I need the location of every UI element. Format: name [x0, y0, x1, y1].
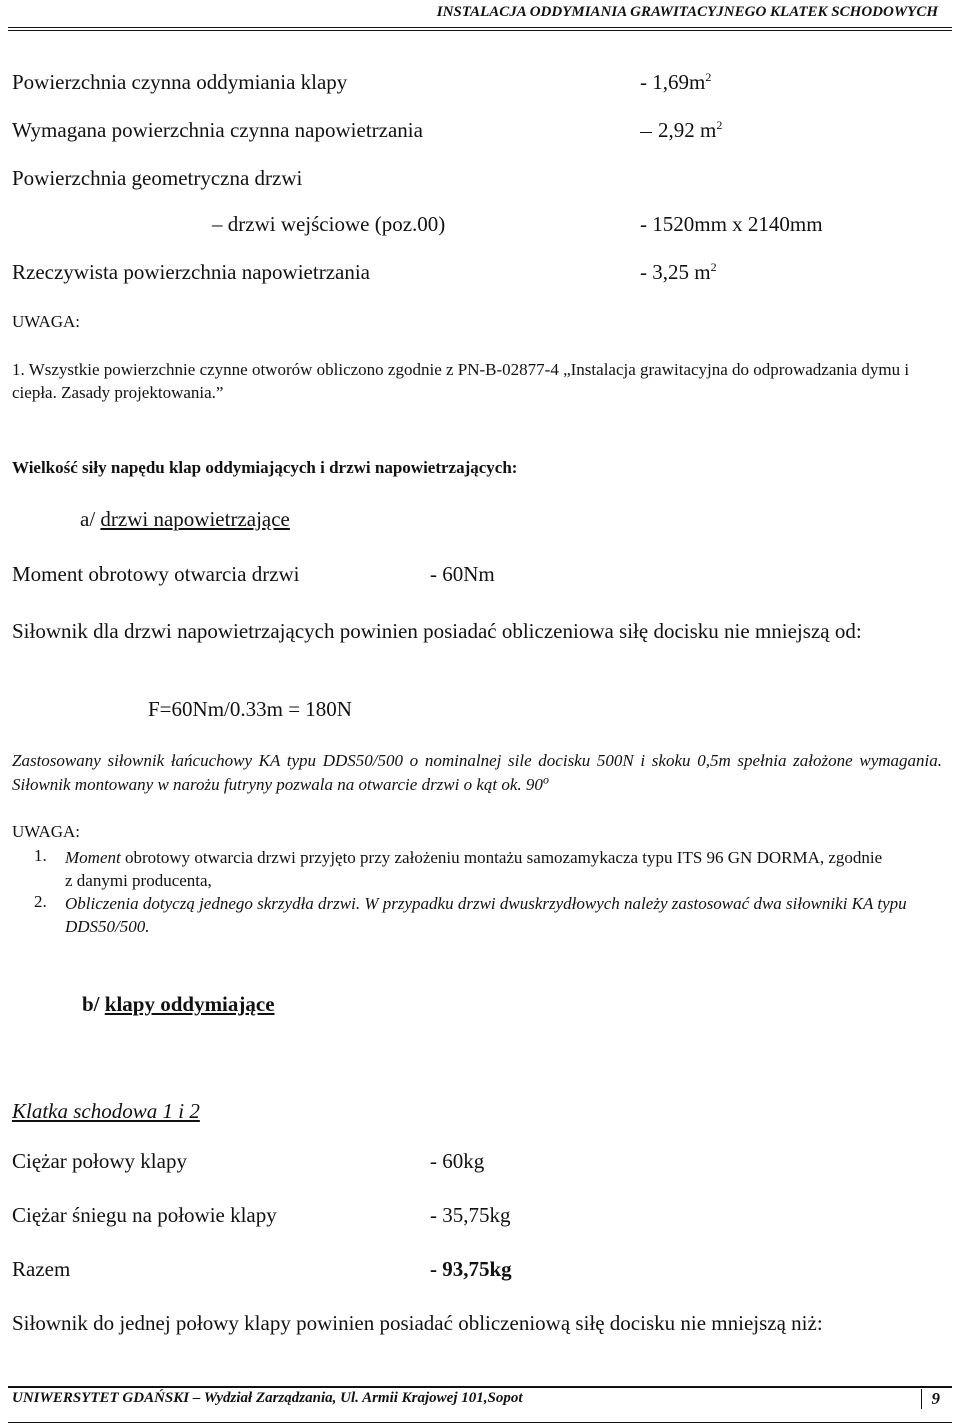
force-requirement-text: Siłownik dla drzwi napowietrzających powinien posiadać obliczeniowa siłę docisku nie mniejszą od:	[12, 619, 862, 643]
value-text: - 3,25 m	[640, 260, 711, 284]
part-b-title: klapy oddymiające	[104, 992, 275, 1016]
note-heading: UWAGA:	[12, 312, 80, 331]
note2-item1-text: obrotowy otwarcia drzwi przyjęto przy założeniu montażu samozamykacza typu ITS 96 GN DORMA, zgodnie z danymi producenta,	[65, 848, 883, 890]
part-b-prefix: b/	[82, 992, 105, 1016]
degree-sup: o	[542, 772, 549, 787]
row-value-smoke-area	[640, 70, 711, 95]
note2-item1-italic: Moment	[65, 848, 121, 867]
running-header: INSTALACJA ODDYMIANIA GRAWITACYJNEGO KLATEK SCHODOWYCH	[436, 4, 938, 20]
part-b-heading	[82, 992, 275, 1017]
note2-item1-num: 1.	[34, 846, 47, 865]
row-label-required-area: Wymagana powierzchnia czynna napowietrzania	[12, 118, 423, 142]
stair-section-title: Klatka schodowa 1 i 2	[12, 1099, 200, 1123]
conclusion-text: Siłownik do jednej połowy klapy powinien posiadać obliczeniową siłę docisku nie mniejszą niż:	[12, 1311, 823, 1335]
total-value: - 93,75kg	[430, 1257, 512, 1281]
dash-mark	[640, 132, 652, 133]
value-sup: 2	[705, 70, 712, 84]
row-label-actual-area: Rzeczywista powierzchnia napowietrzania	[12, 260, 370, 284]
value-text: - 1,69m	[640, 70, 706, 94]
note-heading-2: UWAGA:	[12, 822, 80, 841]
part-a-heading	[80, 507, 290, 532]
header-rule	[8, 27, 952, 28]
moment-label: Moment obrotowy otwarcia drzwi	[12, 562, 300, 586]
header-rule-thin	[8, 30, 952, 31]
flap-weight-value: - 60kg	[430, 1149, 485, 1173]
actuator-text: Zastosowany siłownik łańcuchowy KA typu DDS50/500 o nominalnej sile docisku 500N i skoku 0,5m spełnia założone wymagania. Siłownik montowany w narożu futryny pozwala na otwarcie drzwi o kąt ok. 90	[12, 751, 942, 794]
snow-weight-value: - 35,75kg	[430, 1203, 511, 1227]
row-value-required-area	[640, 118, 722, 143]
row-value-actual-area	[640, 260, 717, 285]
moment-value: - 60Nm	[430, 562, 495, 586]
row-label-entry-door: – drzwi wejściowe (poz.00)	[212, 212, 446, 236]
value-sup: 2	[716, 118, 723, 132]
value-sup: 2	[710, 260, 717, 274]
value-text: 2,92 m	[658, 118, 717, 142]
snow-weight-label: Ciężar śniegu na połowie klapy	[12, 1203, 277, 1227]
part-a-title: drzwi napowietrzające	[100, 507, 290, 531]
row-label-door-area: Powierzchnia geometryczna drzwi	[12, 166, 303, 190]
force-formula: F=60Nm/0.33m = 180N	[148, 697, 352, 721]
note2-item2-num: 2.	[34, 892, 47, 911]
part-a-prefix: a/	[80, 507, 101, 531]
flap-weight-label: Ciężar połowy klapy	[12, 1149, 187, 1173]
row-label-smoke-area: Powierzchnia czynna oddymiania klapy	[12, 70, 348, 94]
total-label: Razem	[12, 1257, 71, 1281]
row-value-entry-door: - 1520mm x 2140mm	[640, 212, 823, 236]
footer-text: UNIWERSYTET GDAŃSKI – Wydział Zarządzania, Ul. Armii Krajowej 101,Sopot	[12, 1390, 523, 1406]
note-text: 1. Wszystkie powierzchnie czynne otworów obliczono zgodnie z PN-B-02877-4 „Instalacja grawitacyjna do odprowadzania dymu i ciepła. Zasady projektowania.”	[12, 360, 910, 402]
note2-item2: Obliczenia dotyczą jednego skrzydła drzwi. W przypadku drzwi dwuskrzydłowych należy zastosować dwa siłowniki KA typu DDS50/500.	[65, 894, 907, 936]
section-title: Wielkość siły napędu klap oddymiających i drzwi napowietrzających:	[12, 458, 518, 477]
page-number: 9	[921, 1389, 941, 1409]
note2-item1	[65, 846, 885, 892]
actuator-description	[12, 749, 942, 797]
